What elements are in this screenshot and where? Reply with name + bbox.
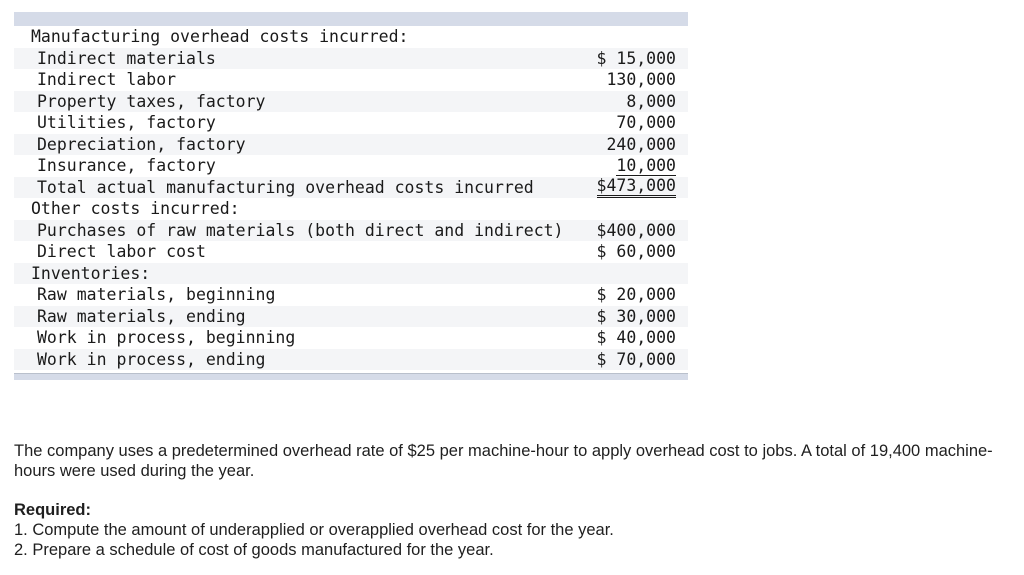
row-label: Insurance, factory [37,156,216,175]
required-item-2: 2. Prepare a schedule of cost of goods manufactured for the year. [14,541,494,559]
row-label: Depreciation, factory [37,134,246,154]
row-label: Total actual manufacturing overhead costs incurred [37,177,534,197]
table-row [14,306,688,328]
problem-paragraph: The company uses a predetermined overhead rate of $25 per machine-hour to apply overhead cost to jobs. A total of 19,400 machine-hours were used during the year. [14,442,993,480]
table-row [14,198,688,220]
table-row [14,134,688,156]
required-item-1: 1. Compute the amount of underapplied or overapplied overhead cost for the year. [14,521,614,539]
table-row [14,26,688,48]
row-label: Other costs incurred: [31,199,240,218]
table-row [14,327,688,349]
table-rows [14,26,688,370]
row-label: Purchases of raw materials (both direct and indirect) [37,220,564,240]
required-section [14,500,614,560]
row-label: Indirect materials [37,48,216,68]
table-row [14,177,688,199]
row-amount: $ 70,000 [596,349,676,369]
row-amount: 70,000 [616,113,676,132]
row-amount: $ 15,000 [596,48,676,68]
row-amount: 130,000 [606,70,676,89]
table-top-bar [14,12,688,26]
row-amount: $400,000 [596,220,676,240]
row-label: Raw materials, ending [37,306,246,326]
row-label: Property taxes, factory [37,91,266,111]
row-amount: $ 30,000 [596,306,676,326]
row-amount: $ 60,000 [596,242,676,261]
row-amount: 10,000 [616,156,676,175]
row-amount: $ 20,000 [596,285,676,304]
table-row [14,69,688,91]
required-heading: Required: [14,501,92,519]
table-row [14,263,688,285]
row-label: Direct labor cost [37,242,206,261]
row-label: Inventories: [31,263,151,283]
row-amount: $ 40,000 [596,328,676,347]
table-row [14,241,688,263]
row-label: Raw materials, beginning [37,285,276,304]
table-row [14,91,688,113]
row-label: Manufacturing overhead costs incurred: [31,27,409,46]
table-bottom-bar [14,373,688,380]
row-label: Work in process, ending [37,349,266,369]
row-amount: 240,000 [606,134,676,154]
table-row [14,155,688,177]
row-amount: $473,000 [597,177,676,198]
row-label: Work in process, beginning [37,328,296,347]
table-row [14,48,688,70]
row-label: Utilities, factory [37,113,216,132]
row-label: Indirect labor [37,70,177,89]
table-row [14,112,688,134]
row-amount: 8,000 [626,91,676,111]
cost-data-table [14,12,688,380]
table-row [14,284,688,306]
table-row [14,220,688,242]
table-row [14,349,688,371]
